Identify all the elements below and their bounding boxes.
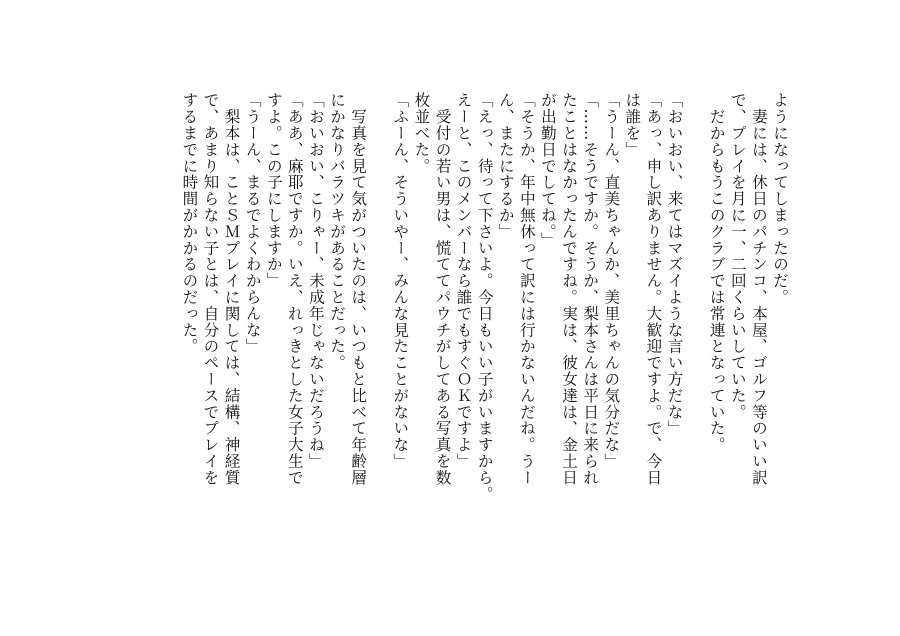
vertical-text-body xyxy=(100,92,790,562)
text-line: 「うーん、まるでよくわからんな」 xyxy=(243,92,262,355)
text-line: だからもうこのクラブでは常連となっていた。 xyxy=(707,92,726,453)
text-line: 梨本は、ことＳＭプレイに関しては、結構、神経質 xyxy=(222,92,241,486)
text-line: たことはなかったんですね。実は、彼女達は、金土日 xyxy=(560,92,579,486)
text-line: ん、またにするか」 xyxy=(496,92,515,240)
text-line: えーと、このメンバーなら誰でもすぐＯＫですよ」 xyxy=(454,92,473,470)
blank-line xyxy=(685,92,706,562)
text-line: は誰を」 xyxy=(623,92,642,158)
text-line: 「あっ、申し訳ありません。大歓迎ですよ。で、今日 xyxy=(644,92,663,486)
text-line: 枚並べた。 xyxy=(412,92,431,174)
blank-line xyxy=(368,92,389,562)
text-line: 「そうか、年中無休って訳には行かないんだね。うー xyxy=(517,92,536,486)
text-line: すよ。この子にしますか」 xyxy=(264,92,283,289)
text-line: 「うーん、直美ちゃんか、美里ちゃんの気分だな」 xyxy=(602,92,621,470)
text-line: で、プレイを月に一、二回くらいしていた。 xyxy=(728,92,747,420)
text-line: 「ふーん、そういやー、みんな見たことがないな」 xyxy=(391,92,410,470)
text-line: 「おいおい、こりゃー、未成年じゃないだろうね」 xyxy=(306,92,325,470)
text-line: 受付の若い男は、慌ててパウチがしてある写真を数 xyxy=(433,92,452,486)
text-line: にかなりバラツキがあることだった。 xyxy=(328,92,347,371)
text-line: 「えっ、待って下さいよ。今日もいい子がいますから。 xyxy=(475,92,494,502)
text-line: で、あまり知らない子とは、自分のペースでプレイを xyxy=(201,92,220,486)
text-line: するまでに時間がかかるのだった。 xyxy=(180,92,199,355)
text-line: 「おいおい、来てはマズイような言い方だな」 xyxy=(665,92,684,437)
text-line: 「ああ、麻耶ですか。いえ、れっきとした女子大生で xyxy=(285,92,304,486)
text-line: が出勤日でしてね。」 xyxy=(538,92,557,249)
text-line: 妻には、休日のパチンコ、本屋、ゴルフ等のいい訳 xyxy=(749,92,768,486)
text-line: 「……そうですか。そうか、梨本さんは平日に来られ xyxy=(581,92,600,486)
text-line: 写真を見て気がついたのは、いつもと比べて年齢層 xyxy=(349,92,368,486)
text-line: ようになってしまったのだ。 xyxy=(771,92,789,306)
